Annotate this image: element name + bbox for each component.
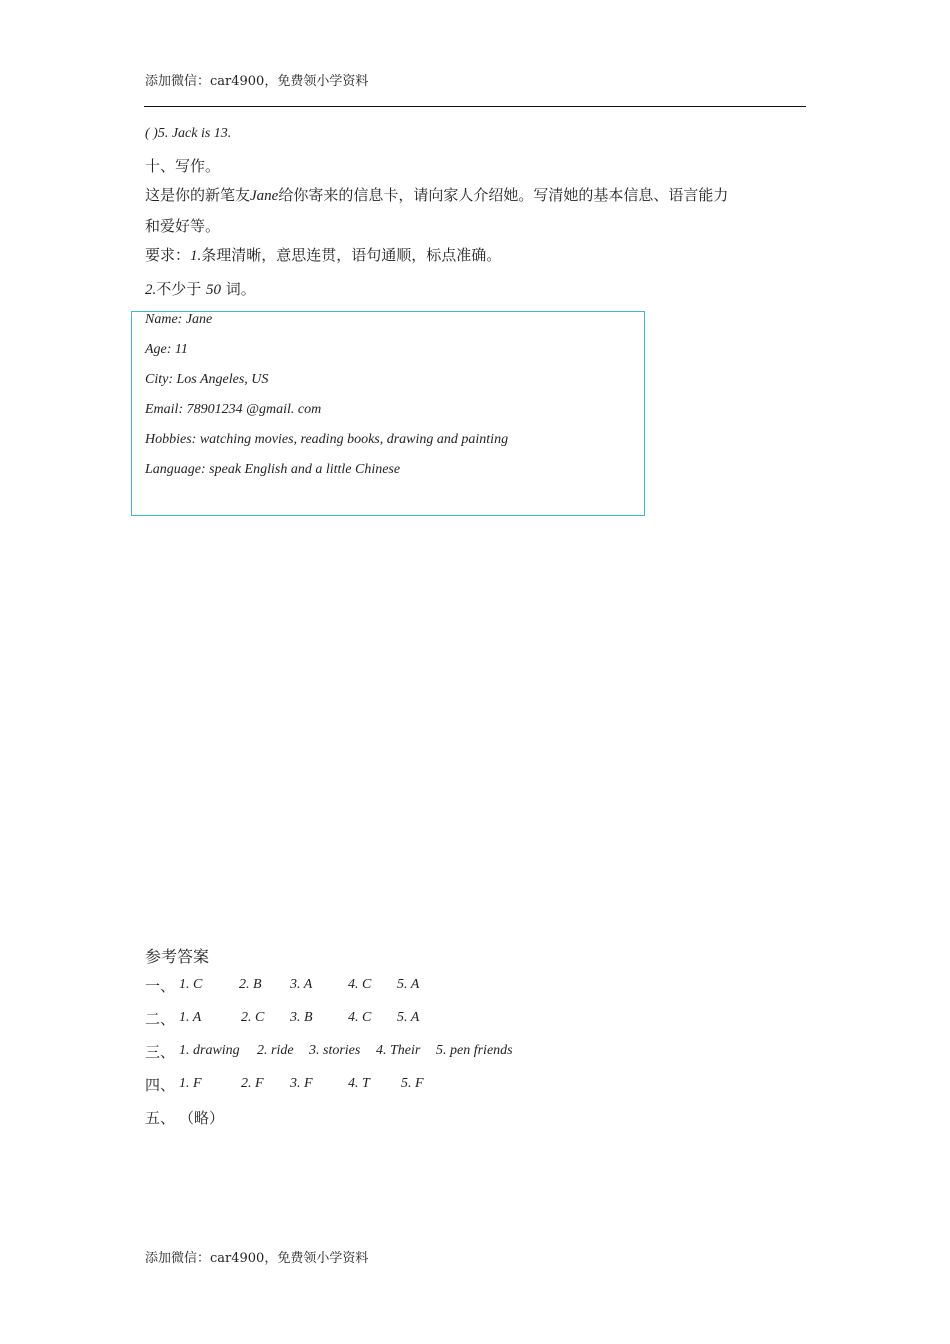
- answer-row-3: [145, 1041, 513, 1062]
- answer-item: 5. pen friends: [436, 1043, 513, 1058]
- answer-item: 2. ride: [257, 1043, 294, 1058]
- card-row-age: Age: 11: [145, 342, 188, 357]
- answer-item: 5. A: [397, 1010, 420, 1025]
- answer-row-label: 一、: [145, 977, 176, 995]
- section-10-title: 十、写作。: [145, 157, 221, 175]
- answer-item: 4. C: [348, 977, 372, 992]
- writing-prompt-line1: [145, 184, 728, 205]
- requirement-1: [145, 244, 501, 265]
- card-row-language: Language: speak English and a little Chinese: [145, 462, 401, 477]
- requirement-1-text: 条理清晰，意思连贯，语句通顺，标点准确。: [201, 246, 502, 264]
- answer-item: 2. B: [239, 977, 262, 992]
- answer-item: 1. A: [179, 1010, 202, 1025]
- requirement-2-count: 50: [206, 282, 222, 298]
- answer-item: 1. drawing: [179, 1043, 240, 1058]
- card-row-hobbies: Hobbies: watching movies, reading books, drawing and painting: [145, 432, 509, 447]
- answer-item: 3. A: [290, 977, 313, 992]
- page-header: 添加微信：car4900，免费领小学资料: [145, 74, 369, 89]
- answer-row-label: 五、: [145, 1109, 176, 1127]
- question-5: [145, 125, 231, 142]
- requirement-2-text-a: 不少于: [156, 280, 207, 298]
- answer-item: 3. B: [290, 1010, 313, 1025]
- answers-title: 参考答案: [145, 947, 210, 966]
- answer-item: 2. C: [241, 1010, 265, 1025]
- answer-item: 3. stories: [309, 1043, 361, 1058]
- answer-row-label: 四、: [145, 1076, 176, 1094]
- requirement-2-num: 2.: [145, 282, 157, 298]
- prompt-prefix: 这是你的新笔友: [145, 186, 251, 204]
- question-5-text: 5. Jack is 13.: [157, 126, 232, 141]
- answer-row-2: [145, 1008, 420, 1029]
- answer-row-label: 三、: [145, 1043, 176, 1061]
- card-row-city: City: Los Angeles, US: [145, 372, 269, 387]
- page-footer: 添加微信：car4900，免费领小学资料: [145, 1251, 369, 1266]
- answer-item: 4. Their: [376, 1043, 421, 1058]
- card-row-email: Email: 78901234 @gmail. com: [145, 402, 322, 417]
- answer-row-5: [145, 1107, 224, 1128]
- info-card: [131, 311, 645, 516]
- answer-row-label: 二、: [145, 1010, 176, 1028]
- answer-item: 1. F: [179, 1076, 202, 1091]
- answer-item: 4. T: [348, 1076, 370, 1091]
- answer-item: 1. C: [179, 977, 203, 992]
- card-row-name: Name: Jane: [145, 312, 213, 327]
- requirement-2-text-b: 词。: [221, 280, 256, 298]
- answer-row-4: [145, 1074, 424, 1095]
- answer-item-omitted: （略）: [179, 1109, 225, 1127]
- answer-item: 5. A: [397, 977, 420, 992]
- answer-item: 3. F: [290, 1076, 313, 1091]
- header-divider: [144, 106, 806, 107]
- answer-item: 2. F: [241, 1076, 264, 1091]
- answer-item: 5. F: [401, 1076, 424, 1091]
- answer-item: 4. C: [348, 1010, 372, 1025]
- answer-paren: ( ): [145, 126, 158, 141]
- requirement-1-num: 1.: [190, 248, 202, 264]
- answer-row-1: [145, 975, 420, 996]
- prompt-name: Jane: [250, 188, 279, 204]
- requirement-2: [145, 278, 256, 299]
- writing-prompt-line2: 和爱好等。: [145, 217, 221, 235]
- requirement-label: 要求：: [145, 246, 191, 264]
- prompt-suffix: 给你寄来的信息卡，请向家人介绍她。写清她的基本信息、语言能力: [278, 186, 729, 204]
